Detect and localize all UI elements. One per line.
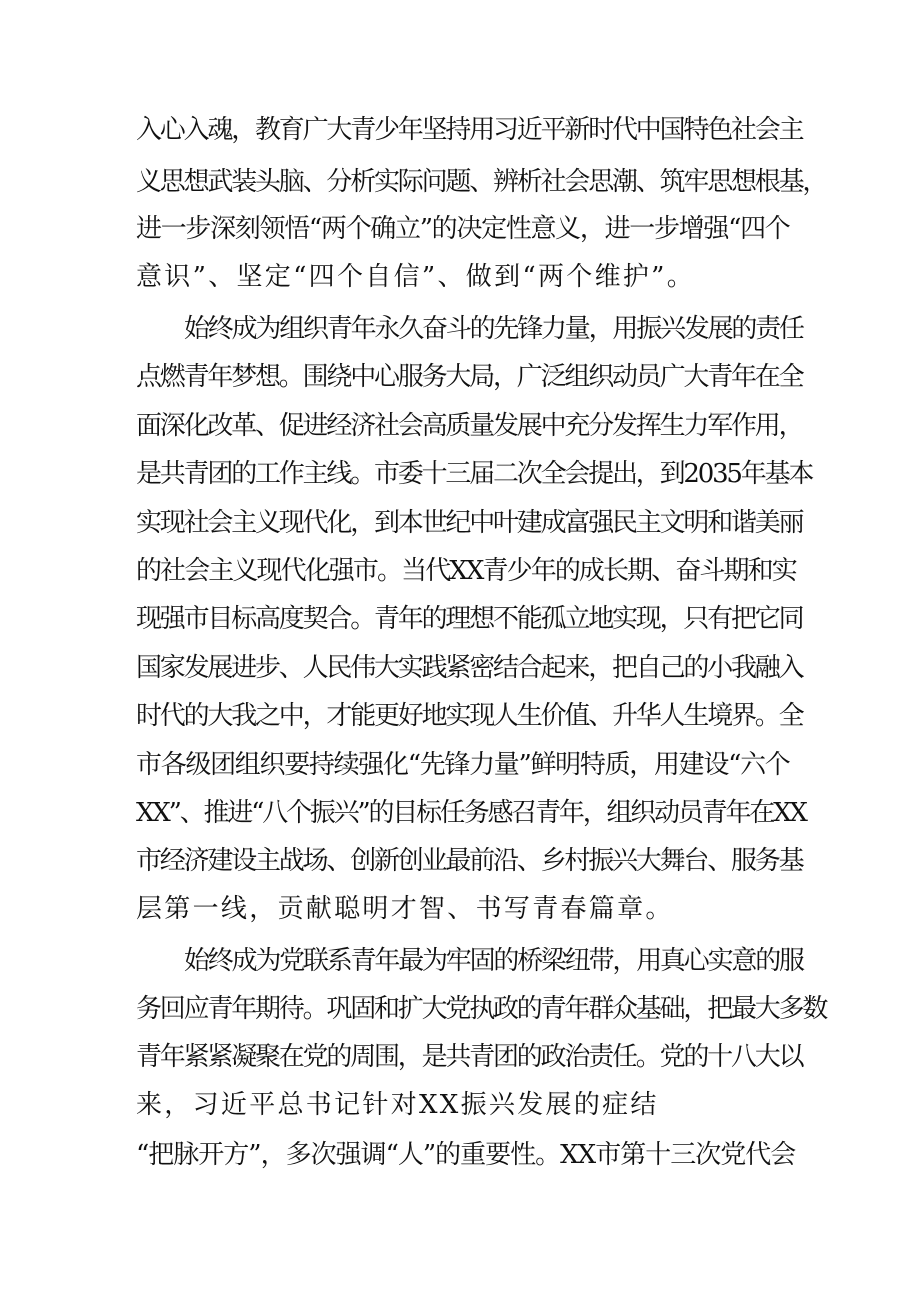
paragraph-start-line: 始终成为党联系青年最为牢固的桥梁纽带，用真心实意的服 [184, 946, 803, 976]
text-line: 实现社会主义现代化，到本世纪中叶建成富强民主文明和谐美丽 [136, 508, 803, 538]
text-line: “把脉开方”，多次强调“人”的重要性。XX市第十三次党代会 [136, 1140, 796, 1170]
text-line: 义思想武装头脑、分析实际问题、辨析社会思潮、筑牢思想根基， [136, 167, 827, 197]
paragraph-start-line: 始终成为组织青年永久奋斗的先锋力量，用振兴发展的责任 [184, 314, 803, 344]
text-line: 务回应青年期待。巩固和扩大党执政的青年群众基础，把最大多数 [136, 994, 827, 1024]
text-line: 入心入魂，教育广大青少年坚持用习近平新时代中国特色社会主 [136, 115, 803, 145]
text-line: 层第一线，贡献聪明才智、书写青春篇章。 [136, 894, 674, 924]
text-line: 面深化改革、促进经济社会高质量发展中充分发挥生力军作用， [136, 411, 803, 441]
text-line: 意识”、坚定“四个自信”、做到“两个维护”。 [136, 262, 696, 292]
text-line: 是共青团的工作主线。市委十三届二次全会提出，到2035年基本 [136, 459, 813, 489]
text-line: 国家发展进步、人民伟大实践紧密结合起来，把自己的小我融入 [136, 653, 803, 683]
text-line: 的社会主义现代化强市。当代XX青少年的成长期、奋斗期和实 [136, 556, 796, 586]
text-line: 市经济建设主战场、创新创业最前沿、乡村振兴大舞台、服务基 [136, 846, 803, 876]
text-line: 时代的大我之中，才能更好地实现人生价值、升华人生境界。全 [136, 701, 803, 731]
text-line: 现强市目标高度契合。青年的理想不能孤立地实现，只有把它同 [136, 604, 803, 634]
text-line: 进一步深刻领悟“两个确立”的决定性意义，进一步增强“四个 [136, 214, 790, 244]
text-line: 青年紧紧凝聚在党的周围，是共青团的政治责任。党的十八大以 [136, 1042, 803, 1072]
text-line: XX”、推进“八个振兴”的目标任务感召青年，组织动员青年在XX [136, 798, 806, 828]
text-line: 市各级团组织要持续强化“先锋力量”鲜明特质，用建设“六个 [136, 750, 790, 780]
text-line: 点燃青年梦想。围绕中心服务大局，广泛组织动员广大青年在全 [136, 362, 803, 392]
text-line: 来，习近平总书记针对XX振兴发展的症结 [136, 1090, 659, 1120]
